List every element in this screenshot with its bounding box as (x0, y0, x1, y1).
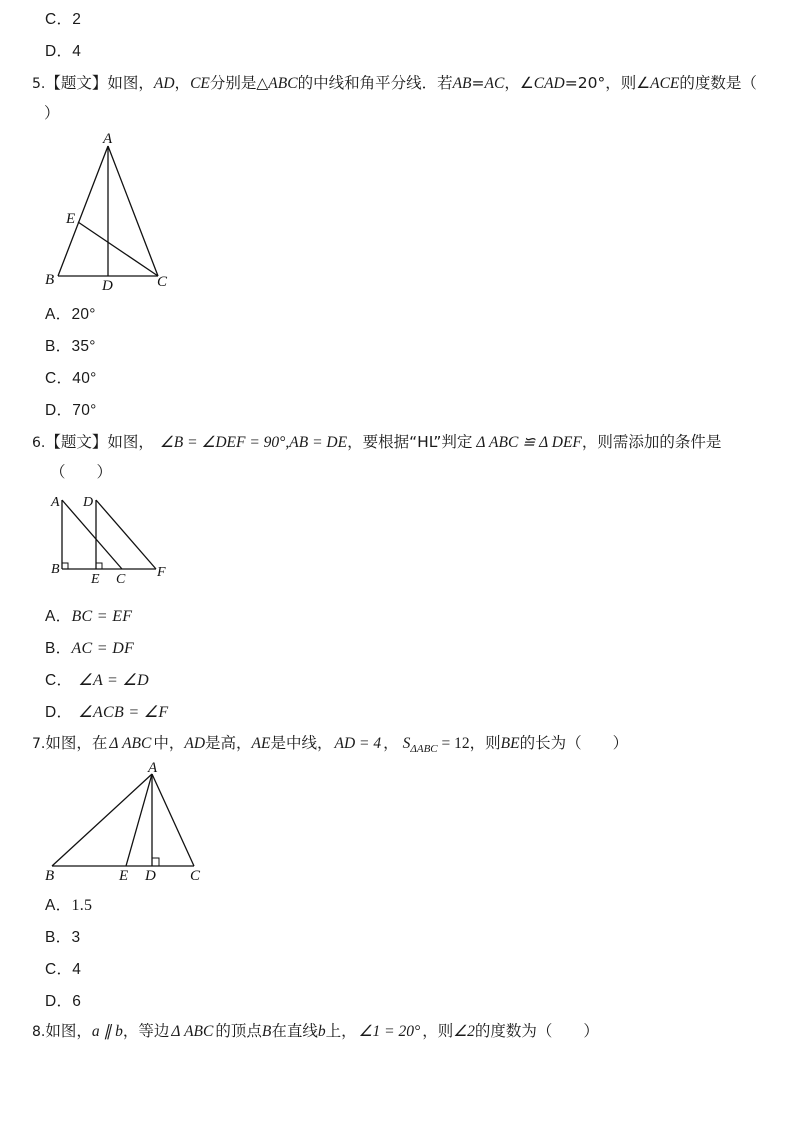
q5-option-a[interactable]: A．20° (45, 306, 96, 323)
q6-relation: Δ ABC ≌ Δ DEF (476, 434, 582, 451)
q5-label-a: A (103, 131, 113, 147)
q7-stem: 7.如图，在 Δ ABC 中，AD是高，AE是中线， AD = 4 ， $S_{\Delta ABC} = 12$，则BE的长为（ ） (32, 734, 629, 755)
q8-stem: 8.如图，a ∥ b，等边 Δ ABC 的顶点B在直线b上， ∠1 = 20° ，则∠2的度数为（ ） (32, 1022, 599, 1040)
q8-number: 8. (32, 1024, 46, 1040)
q5-option-c[interactable]: C．40° (45, 370, 97, 387)
q5-stem: 5.【题文】如图，AD，CE分别是△ABC的中线和角平分线．若AB=AC，∠CAD=20°，则∠ACE的度数是（ (32, 74, 757, 92)
q6-label-b: B (51, 562, 60, 577)
q6-option-b[interactable]: B．AC = DF (45, 640, 135, 657)
q7-option-b[interactable]: B．3 (45, 929, 81, 946)
q5-label-c: C (157, 274, 168, 290)
q6-stem: 6.【题文】如图， ∠B = ∠DEF = 90°,AB = DE，要根据“HL”判定 Δ ABC ≌ Δ DEF，则需添加的条件是 (32, 433, 722, 451)
q5-number: 5. (32, 76, 46, 92)
q5-label-b: B (45, 272, 55, 288)
q6-number: 6. (32, 435, 46, 451)
q7-number: 7. (32, 736, 46, 752)
q4-option-c: C．2 (45, 11, 82, 28)
q5-label-d: D (102, 278, 113, 294)
q7-label-b: B (45, 868, 55, 884)
q6-figure (44, 490, 180, 588)
q7-option-a[interactable]: A．1.5 (45, 897, 93, 914)
q4-option-d: D．4 (45, 43, 82, 60)
q6-label-e: E (91, 572, 100, 587)
q6-stem-paren: （ ） (50, 463, 113, 481)
q5-stem-close: ） (44, 104, 60, 122)
q5-option-d[interactable]: D．70° (45, 402, 97, 419)
q6-label-c: C (116, 572, 126, 587)
q7-option-d[interactable]: D．6 (45, 993, 82, 1010)
q7-label-c: C (190, 868, 201, 884)
q7-figure (42, 758, 208, 884)
q5-label-e: E (66, 211, 76, 227)
q5-figure (40, 128, 180, 294)
q6-option-a[interactable]: A．BC = EF (45, 608, 133, 625)
q6-label-a: A (51, 495, 60, 510)
q6-condition: ∠B = ∠DEF = 90°,AB = DE (159, 434, 348, 451)
q6-option-d[interactable]: D． ∠ACB = ∠F (45, 704, 169, 721)
q7-label-a: A (148, 760, 158, 776)
q5-option-b[interactable]: B．35° (45, 338, 96, 355)
q6-option-c[interactable]: C． ∠A = ∠D (45, 672, 149, 689)
q6-label-d: D (83, 495, 94, 510)
q7-label-e: E (119, 868, 129, 884)
q7-option-c[interactable]: C．4 (45, 961, 82, 978)
q6-label-f: F (157, 565, 166, 580)
q7-label-d: D (145, 868, 156, 884)
